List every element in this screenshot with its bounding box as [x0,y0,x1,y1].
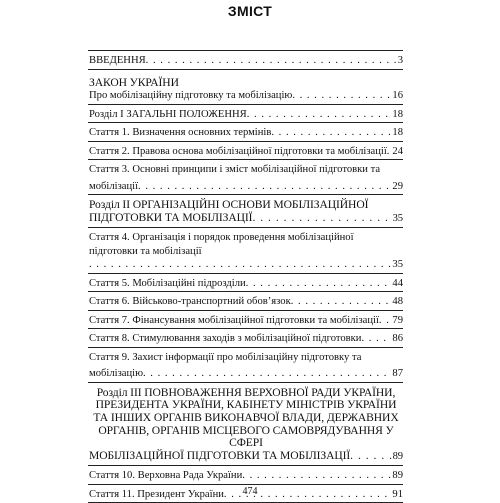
toc-entry-law-heading [88,70,403,90]
toc-entry-text: мобілізацію [89,368,143,380]
toc-entry-text: ВВЕДЕННЯ [89,55,146,66]
toc-entry-article-2 [88,142,403,161]
toc-entry-text: ЗАКОН УКРАЇНИ [89,75,179,89]
toc-entry-text-first: Розділ ІІІ ПОВНОВАЖЕННЯ ВЕРХОВНОЇ РАДИ УКРАЇНИ, ПРЕЗИДЕНТА УКРАЇНИ, КАБІНЕТУ МІНІСТРІВ УКРАЇНИ ТА ІНШИХ ОРГАНІВ ВИКОНАВЧОЇ ВЛАДИ, ДЕРЖАВНИХ ОРГАНІВ, ОРГАНІВ МІСЦЕВОГО САМОВРЯДУВАННЯ У СФЕРІ [93,385,399,450]
toc-entry-text: мобілізації [89,180,139,192]
toc-entry-page: 29 [392,180,403,192]
toc-entry-text-first: Стаття 3. Основні принципи і зміст мобілізаційної підготовки та [89,164,381,176]
toc-entry-page: 18 [392,108,403,120]
toc-entry-section-2 [88,195,403,228]
toc-entry-page: 89 [392,450,403,462]
toc-entry-text: Стаття 10. Верховна Рада України [89,470,243,482]
toc-entry-page: 16 [392,90,403,102]
toc-entry-text: Стаття 11. Президент України [89,488,224,500]
toc-entry-introduction [88,51,403,70]
toc-entry-article-3 [88,160,403,195]
toc-entry-article-4 [88,228,403,274]
toc-entry-text-first: Розділ ІІ ОРГАНІЗАЦІЙНІ ОСНОВИ МОБІЛІЗАЦІЙНОЇ [89,198,369,212]
page-number: 474 [242,486,258,497]
toc-entry-text: ПІДГОТОВКИ ТА МОБІЛІЗАЦІЇ [89,210,253,224]
toc-entry-page: 48 [392,296,403,308]
toc-entry-article-9 [88,348,403,383]
table-of-contents [88,50,403,503]
toc-entry-page: 44 [392,277,403,289]
toc-entry-law-title [88,89,403,105]
toc-entry-article-1 [88,123,403,142]
toc-entry-text: Стаття 8. Стимулювання заходів з мобілізаційної підготовки [89,333,362,345]
toc-entry-text: Стаття 1. Визначення основних термінів [89,127,272,139]
toc-entry-page: 35 [392,259,403,271]
toc-entry-page: 91 [392,488,403,500]
toc-entry-page: 24 [392,145,403,157]
toc-entry-article-7 [88,311,403,330]
toc-entry-text: Стаття 2. Правова основа мобілізаційної підготовки та мобілізації [89,145,387,157]
toc-entry-text: Розділ І ЗАГАЛЬНІ ПОЛОЖЕННЯ [89,108,247,120]
toc-entry-text-first: Стаття 9. Захист інформації про мобілізаційну підготовку та [89,351,362,363]
toc-entry-section-3 [88,383,403,467]
toc-entry-text-first: Стаття 4. Організація і порядок проведення мобілізаційної [89,232,354,244]
toc-entry-page: 79 [392,314,403,326]
toc-entry-page: 18 [392,127,403,139]
toc-entry-page: 87 [392,368,403,380]
toc-entry-text: МОБІЛІЗАЦІЙНОЇ ПІДГОТОВКИ ТА МОБІЛІЗАЦІЇ [89,448,351,462]
toc-entry-article-5 [88,274,403,293]
toc-entry-text: підготовки та мобілізації [89,245,202,257]
toc-entry-page: 3 [397,55,403,66]
toc-entry-text: Стаття 7. Фінансування мобілізаційної підготовки та мобілізації [89,314,379,326]
toc-entry-article-6 [88,292,403,311]
toc-entry-text: Стаття 6. Військово-транспортний обов’язок [89,296,291,308]
toc-entry-page: 35 [392,212,403,224]
toc-entry-page: 86 [392,333,403,345]
toc-entry-article-10 [88,466,403,485]
toc-entry-page: 89 [392,470,403,482]
toc-entry-text: Стаття 5. Мобілізаційні підрозділи [89,277,246,289]
toc-entry-section-1 [88,105,403,124]
toc-entry-text: Про мобілізаційну підготовку та мобілізацію [89,90,293,102]
page-title: ЗМІСТ [227,3,273,19]
toc-entry-article-8 [88,329,403,348]
